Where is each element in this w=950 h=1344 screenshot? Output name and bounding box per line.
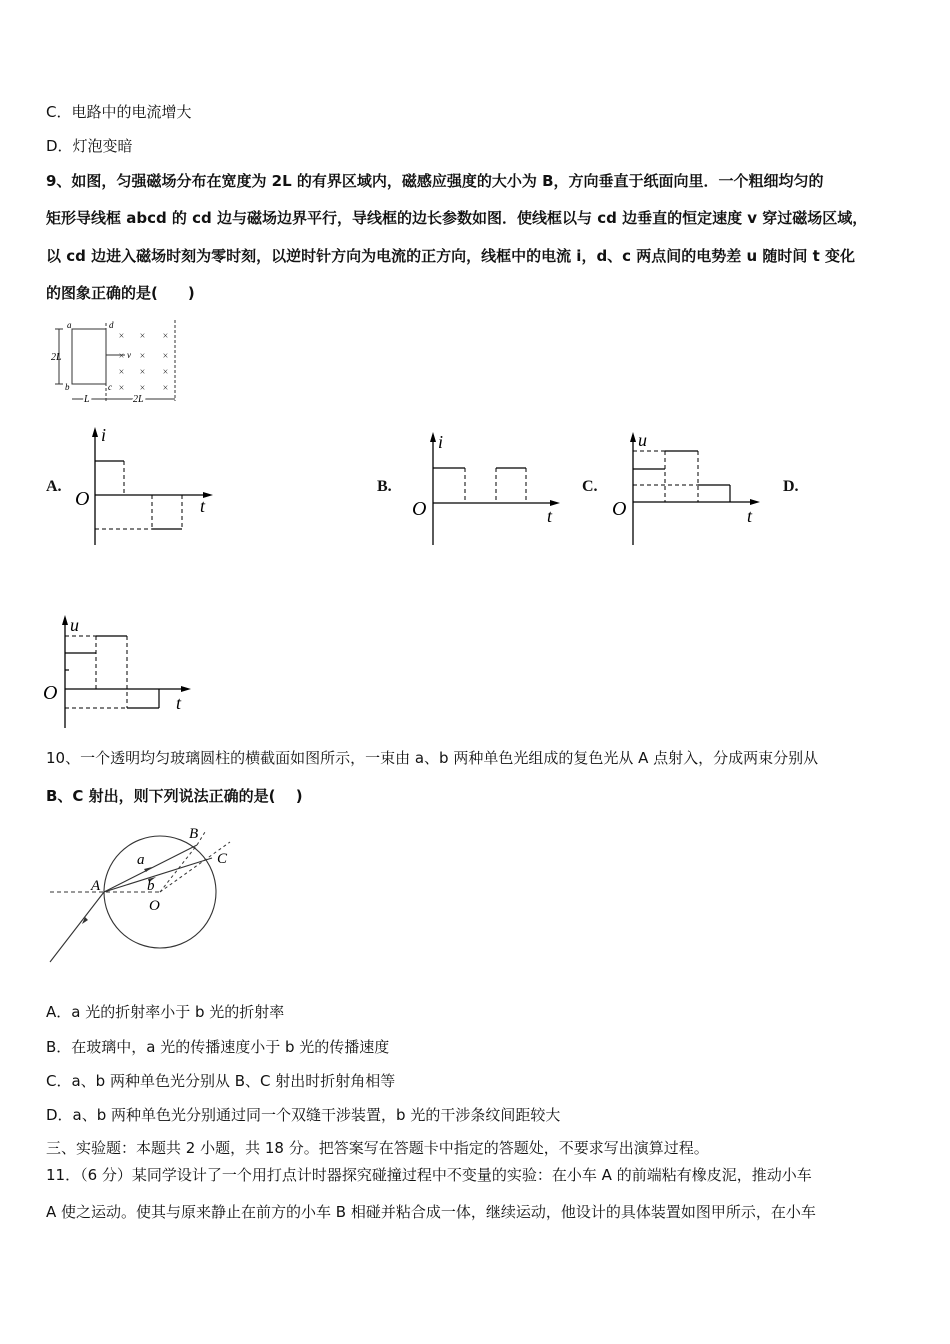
q9-line-3: 以 cd 边进入磁场时刻为零时刻，以逆时针方向为电流的正方向，线框中的电流 i，d、c 两点间的电势差 u 随时间 t 变化 [46, 247, 856, 265]
svg-text:×: × [118, 383, 125, 394]
q9-option-d-graph [43, 613, 203, 728]
q9-line-1: 9、如图，匀强磁场分布在宽度为 2L 的有界区域内，磁感应强度的大小为 B，方向垂直于纸面向里．一个粗细均匀的 [46, 172, 824, 190]
q9-line-4: 的图象正确的是( ) [46, 284, 195, 302]
q10-option-c[interactable]: C．a、b 两种单色光分别从 B、C 射出时折射角相等 [46, 1072, 396, 1090]
svg-text:×: × [118, 367, 125, 378]
svg-text:×: × [139, 351, 146, 362]
axis-t: t [176, 693, 182, 713]
svg-text:×: × [118, 331, 125, 342]
q10-option-b[interactable]: B．在玻璃中，a 光的传播速度小于 b 光的传播速度 [46, 1038, 390, 1056]
q9-line-2: 矩形导线框 abcd 的 cd 边与磁场边界平行，导线框的边长参数如图．使线框以与 cd 边垂直的恒定速度 v 穿过磁场区域， [46, 209, 868, 227]
axis-i: i [101, 425, 107, 445]
q10-option-a[interactable]: A．a 光的折射率小于 b 光的折射率 [46, 1003, 285, 1021]
origin-o: O [612, 498, 627, 520]
origin-o: O [75, 488, 90, 510]
label-2L-height: 2L [51, 352, 62, 363]
axis-t: t [200, 496, 206, 516]
prev-option-c: C．电路中的电流增大 [46, 103, 192, 121]
q10-option-d[interactable]: D．a、b 两种单色光分别通过同一个双缝干涉装置，b 光的干涉条纹间距较大 [46, 1106, 561, 1124]
label-2L-field: 2L [133, 394, 144, 405]
svg-text:×: × [162, 331, 169, 342]
q9-option-c-label[interactable]: C. [582, 478, 598, 495]
label-v: v [127, 350, 131, 360]
label-a: a [137, 852, 145, 868]
label-A: A [91, 878, 101, 894]
prev-option-d: D．灯泡变暗 [46, 137, 133, 155]
q9-option-b-graph [412, 430, 572, 545]
label-B: B [189, 826, 199, 842]
q11-line-2: A 使之运动。使其与原来静止在前方的小车 B 相碰并粘合成一体，继续运动，他设计的具体装置如图甲所示，在小车 [46, 1203, 816, 1221]
q9-option-a-label[interactable]: A. [46, 478, 62, 495]
axis-t: t [547, 506, 553, 526]
label-C: C [217, 851, 228, 867]
origin-o: O [43, 682, 58, 704]
q9-option-a-graph [75, 425, 225, 545]
label-c: c [108, 382, 112, 392]
svg-text:×: × [162, 367, 169, 378]
axis-i: i [438, 432, 444, 452]
axis-u: u [638, 430, 647, 450]
q10-line-2: B、C 射出，则下列说法正确的是( ) [46, 787, 303, 805]
q11-line-1: 11．（6 分）某同学设计了一个用打点计时器探究碰撞过程中不变量的实验：在小车 A 的前端粘有橡皮泥，推动小车 [46, 1166, 812, 1184]
q9-option-d-label[interactable]: D. [783, 478, 799, 495]
label-L: L [84, 394, 90, 405]
section-3-heading: 三、实验题：本题共 2 小题，共 18 分。把答案写在答题卡中指定的答题处，不要求写出演算过程。 [46, 1139, 709, 1157]
svg-text:×: × [139, 331, 146, 342]
label-b: b [65, 382, 70, 392]
origin-o: O [412, 498, 427, 520]
label-O: O [149, 898, 160, 914]
q9-option-b-label[interactable]: B. [377, 478, 392, 495]
q9-option-c-graph [612, 430, 772, 545]
q10-glass-cylinder-figure [45, 820, 240, 970]
q10-line-1: 10、一个透明均匀玻璃圆柱的横截面如图所示，一束由 a、b 两种单色光组成的复色光从 A 点射入，分成两束分别从 [46, 749, 819, 767]
axis-u: u [70, 615, 79, 635]
svg-text:×: × [162, 351, 169, 362]
label-a: a [67, 320, 72, 330]
axis-t: t [747, 506, 753, 526]
svg-text:×: × [139, 383, 146, 394]
svg-text:×: × [139, 367, 146, 378]
label-b: b [147, 878, 155, 894]
q9-magnetic-field-figure [45, 318, 185, 408]
svg-text:×: × [162, 383, 169, 394]
svg-text:×: × [118, 351, 125, 362]
label-d: d [109, 320, 114, 330]
